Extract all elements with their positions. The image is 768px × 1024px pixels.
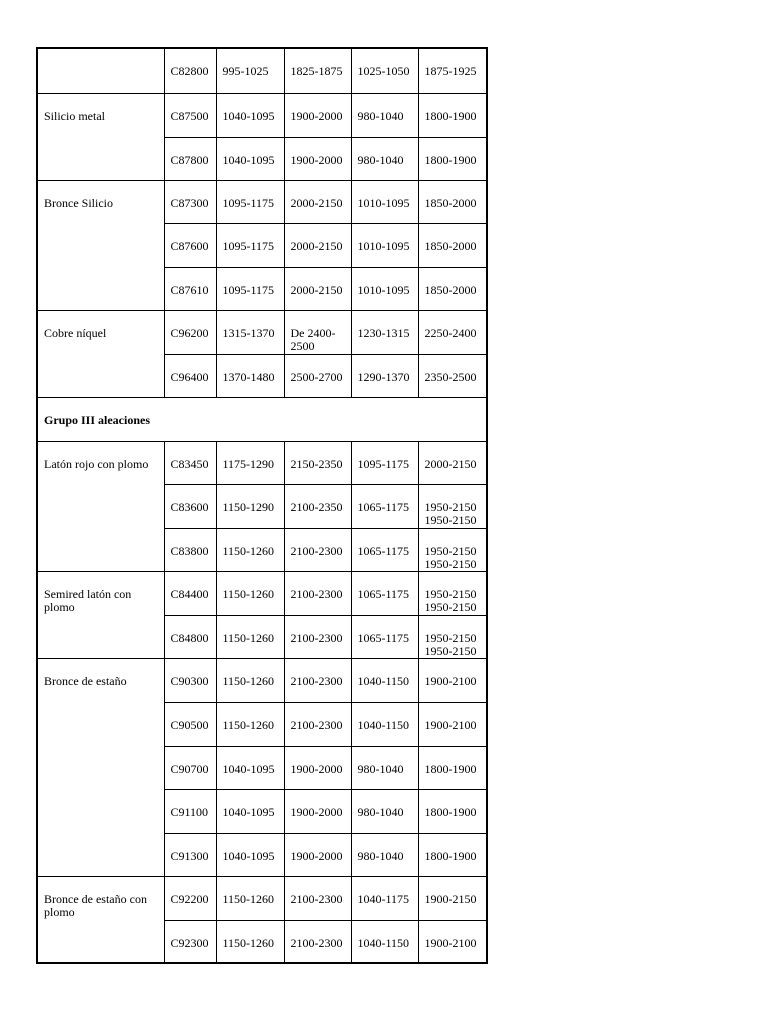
temperature-range-cell: 1900-2100 bbox=[418, 920, 487, 963]
table-row bbox=[37, 658, 487, 702]
table-row bbox=[37, 571, 487, 615]
alloy-code-cell: C87600 bbox=[164, 223, 216, 267]
alloy-name-cell: Bronce de estaño con plomo bbox=[37, 876, 164, 963]
temperature-range-cell: 2000-2150 bbox=[418, 441, 487, 484]
temperature-range-cell: 1800-1900 bbox=[418, 789, 487, 833]
alloy-code-cell: C92300 bbox=[164, 920, 216, 963]
temperature-range-cell: 1040-1150 bbox=[351, 920, 418, 963]
temperature-range-cell: 1800-1900 bbox=[418, 833, 487, 876]
temperature-range-cell: 1150-1260 bbox=[216, 615, 284, 658]
alloy-code-cell: C96200 bbox=[164, 310, 216, 354]
temperature-range-cell: 1370-1480 bbox=[216, 354, 284, 397]
temperature-range-cell: 1900-2000 bbox=[284, 93, 351, 137]
temperature-range-cell: 1065-1175 bbox=[351, 571, 418, 615]
temperature-range-cell: De 2400-2500 bbox=[284, 310, 351, 354]
alloy-code-cell: C87500 bbox=[164, 93, 216, 137]
temperature-range-cell: 1175-1290 bbox=[216, 441, 284, 484]
temperature-range-cell: 2100-2300 bbox=[284, 615, 351, 658]
temperature-range-cell: 2100-2300 bbox=[284, 528, 351, 571]
alloy-code-cell: C90500 bbox=[164, 702, 216, 746]
temperature-range-cell: 1040-1095 bbox=[216, 789, 284, 833]
temperature-range-cell: 1230-1315 bbox=[351, 310, 418, 354]
temperature-range-cell: 2150-2350 bbox=[284, 441, 351, 484]
alloy-name-cell: Cobre níquel bbox=[37, 310, 164, 397]
alloy-code-cell: C87800 bbox=[164, 137, 216, 180]
temperature-range-cell: 980-1040 bbox=[351, 137, 418, 180]
temperature-range-cell: 1065-1175 bbox=[351, 615, 418, 658]
temperature-range-cell: 2100-2300 bbox=[284, 920, 351, 963]
temperature-range-cell: 1065-1175 bbox=[351, 484, 418, 528]
temperature-range-cell: 1150-1290 bbox=[216, 484, 284, 528]
temperature-range-cell: 2500-2700 bbox=[284, 354, 351, 397]
temperature-range-cell: 1040-1095 bbox=[216, 137, 284, 180]
temperature-range-cell: 1315-1370 bbox=[216, 310, 284, 354]
temperature-range-cell: 2100-2300 bbox=[284, 702, 351, 746]
temperature-range-cell: 2100-2350 bbox=[284, 484, 351, 528]
alloy-code-cell: C83450 bbox=[164, 441, 216, 484]
temperature-range-cell: 1900-2000 bbox=[284, 746, 351, 789]
alloy-code-cell: C87610 bbox=[164, 267, 216, 310]
temperature-range-cell: 2000-2150 bbox=[284, 223, 351, 267]
temperature-range-cell: 1010-1095 bbox=[351, 267, 418, 310]
alloy-name-cell: Silicio metal bbox=[37, 93, 164, 180]
table-row bbox=[37, 310, 487, 354]
group-heading: Grupo III aleaciones bbox=[37, 397, 487, 441]
temperature-range-cell: 1950-2150 1950-2150 bbox=[418, 528, 487, 571]
temperature-range-cell: 2350-2500 bbox=[418, 354, 487, 397]
temperature-range-cell: 1900-2000 bbox=[284, 137, 351, 180]
alloy-code-cell: C92200 bbox=[164, 876, 216, 920]
temperature-range-cell: 1040-1095 bbox=[216, 746, 284, 789]
temperature-range-cell: 1800-1900 bbox=[418, 93, 487, 137]
temperature-range-cell: 1010-1095 bbox=[351, 180, 418, 223]
alloy-name-cell: Bronce Silicio bbox=[37, 180, 164, 310]
alloy-code-cell: C96400 bbox=[164, 354, 216, 397]
temperature-range-cell: 1950-2150 1950-2150 bbox=[418, 571, 487, 615]
temperature-range-cell: 1950-2150 1950-2150 bbox=[418, 484, 487, 528]
temperature-range-cell: 1095-1175 bbox=[351, 441, 418, 484]
temperature-range-cell: 1040-1150 bbox=[351, 702, 418, 746]
temperature-range-cell: 1040-1095 bbox=[216, 93, 284, 137]
temperature-range-cell: 1040-1175 bbox=[351, 876, 418, 920]
temperature-range-cell: 1850-2000 bbox=[418, 180, 487, 223]
alloy-code-cell: C87300 bbox=[164, 180, 216, 223]
table-row bbox=[37, 48, 487, 93]
temperature-range-cell: 1065-1175 bbox=[351, 528, 418, 571]
alloy-code-cell: C90700 bbox=[164, 746, 216, 789]
temperature-range-cell: 1150-1260 bbox=[216, 571, 284, 615]
temperature-range-cell: 980-1040 bbox=[351, 746, 418, 789]
alloy-code-cell: C83600 bbox=[164, 484, 216, 528]
temperature-range-cell: 2000-2150 bbox=[284, 267, 351, 310]
temperature-range-cell: 1150-1260 bbox=[216, 528, 284, 571]
temperature-range-cell: 1900-2000 bbox=[284, 789, 351, 833]
temperature-range-cell: 1850-2000 bbox=[418, 267, 487, 310]
temperature-range-cell: 1825-1875 bbox=[284, 48, 351, 93]
temperature-range-cell: 1040-1095 bbox=[216, 833, 284, 876]
alloy-code-cell: C82800 bbox=[164, 48, 216, 93]
alloy-code-cell: C91100 bbox=[164, 789, 216, 833]
temperature-range-cell: 1900-2100 bbox=[418, 658, 487, 702]
temperature-range-cell: 1150-1260 bbox=[216, 876, 284, 920]
alloy-code-cell: C83800 bbox=[164, 528, 216, 571]
temperature-range-cell: 1875-1925 bbox=[418, 48, 487, 93]
alloy-temperature-table bbox=[36, 47, 488, 964]
alloy-name-cell bbox=[37, 48, 164, 93]
temperature-range-cell: 1150-1260 bbox=[216, 702, 284, 746]
temperature-range-cell: 1095-1175 bbox=[216, 223, 284, 267]
temperature-range-cell: 1010-1095 bbox=[351, 223, 418, 267]
temperature-range-cell: 995-1025 bbox=[216, 48, 284, 93]
temperature-range-cell: 980-1040 bbox=[351, 93, 418, 137]
temperature-range-cell: 1900-2000 bbox=[284, 833, 351, 876]
temperature-range-cell: 1290-1370 bbox=[351, 354, 418, 397]
temperature-range-cell: 1150-1260 bbox=[216, 658, 284, 702]
temperature-range-cell: 1950-2150 1950-2150 bbox=[418, 615, 487, 658]
alloy-name-cell: Semired latón con plomo bbox=[37, 571, 164, 658]
table-row bbox=[37, 180, 487, 223]
temperature-range-cell: 1850-2000 bbox=[418, 223, 487, 267]
temperature-range-cell: 2100-2300 bbox=[284, 658, 351, 702]
alloy-code-cell: C84400 bbox=[164, 571, 216, 615]
table-row bbox=[37, 441, 487, 484]
table-group-row bbox=[37, 397, 487, 441]
table-row bbox=[37, 93, 487, 137]
temperature-range-cell: 1095-1175 bbox=[216, 180, 284, 223]
temperature-range-cell: 1900-2100 bbox=[418, 702, 487, 746]
temperature-range-cell: 2100-2300 bbox=[284, 876, 351, 920]
temperature-range-cell: 1900-2150 bbox=[418, 876, 487, 920]
temperature-range-cell: 1800-1900 bbox=[418, 137, 487, 180]
alloy-code-cell: C90300 bbox=[164, 658, 216, 702]
alloy-code-cell: C91300 bbox=[164, 833, 216, 876]
temperature-range-cell: 980-1040 bbox=[351, 789, 418, 833]
temperature-range-cell: 2250-2400 bbox=[418, 310, 487, 354]
alloy-name-cell: Latón rojo con plomo bbox=[37, 441, 164, 571]
temperature-range-cell: 980-1040 bbox=[351, 833, 418, 876]
temperature-range-cell: 1025-1050 bbox=[351, 48, 418, 93]
table-row bbox=[37, 876, 487, 920]
temperature-range-cell: 1800-1900 bbox=[418, 746, 487, 789]
temperature-range-cell: 2000-2150 bbox=[284, 180, 351, 223]
temperature-range-cell: 1095-1175 bbox=[216, 267, 284, 310]
temperature-range-cell: 1040-1150 bbox=[351, 658, 418, 702]
alloy-code-cell: C84800 bbox=[164, 615, 216, 658]
temperature-range-cell: 1150-1260 bbox=[216, 920, 284, 963]
temperature-range-cell: 2100-2300 bbox=[284, 571, 351, 615]
alloy-name-cell: Bronce de estaño bbox=[37, 658, 164, 876]
